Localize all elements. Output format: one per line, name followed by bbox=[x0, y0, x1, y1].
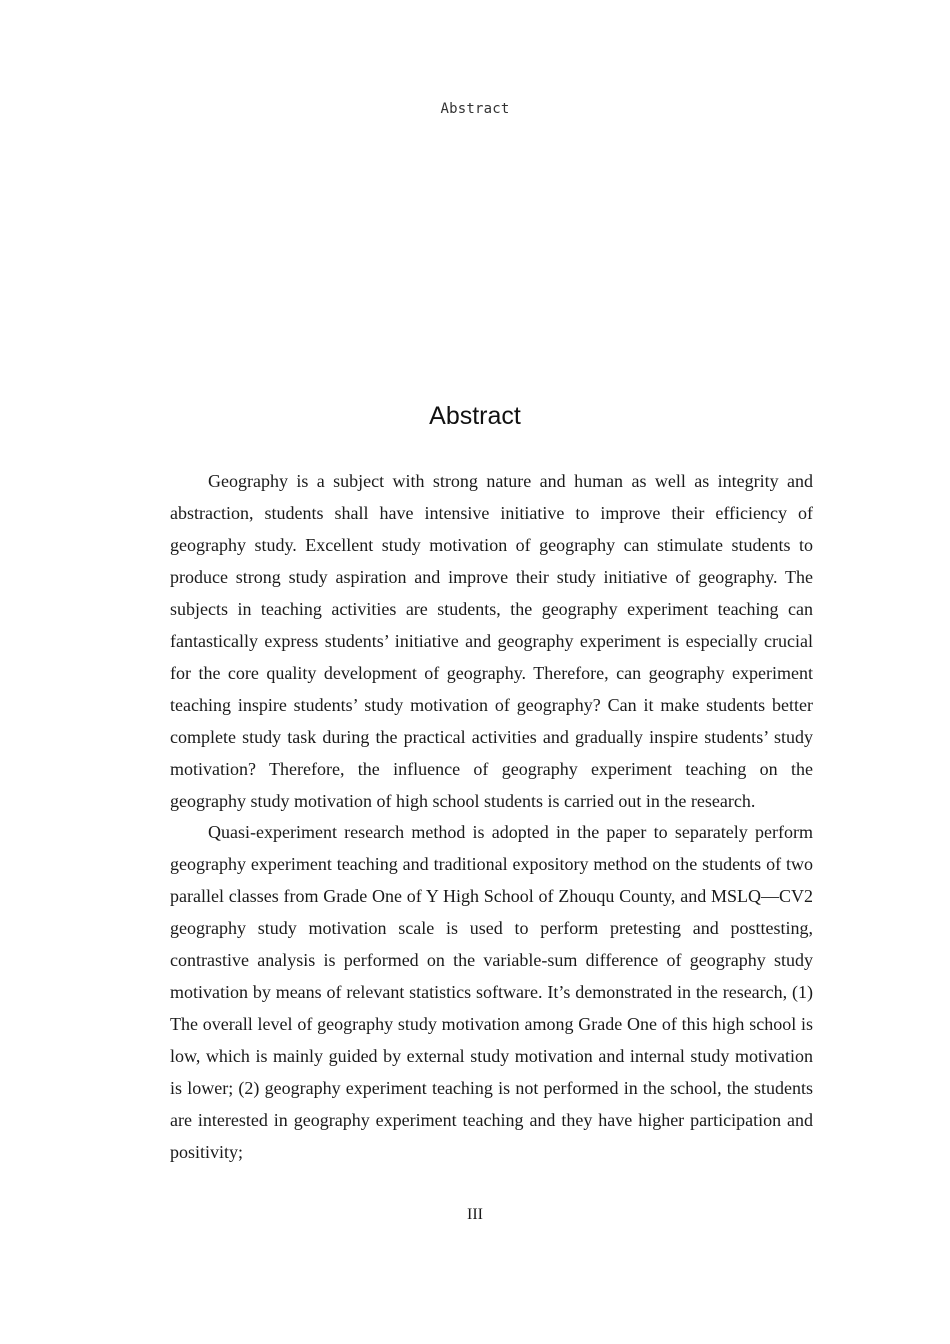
abstract-body bbox=[170, 466, 813, 1169]
page-title: Abstract bbox=[429, 402, 521, 430]
page-number: III bbox=[467, 1206, 483, 1223]
abstract-paragraph-1: Geography is a subject with strong nature and human as well as integrity and abstraction, students shall have intensive initiative to improve their efficiency of geography study. Excellent study motivation of geography can stimulate students to produce strong study aspiration and improve their study initiative of geography. The subjects in teaching activities are students, the geography experiment teaching can fantastically express students’ initiative and geography experiment is especially crucial for the core quality development of geography. Therefore, can geography experiment teaching inspire students’ study motivation of geography? Can it make students better complete study task during the practical activities and gradually inspire students’ study motivation? Therefore, the influence of geography experiment teaching on the geography study motivation of high school students is carried out in the research. bbox=[170, 471, 813, 811]
abstract-paragraph-2: Quasi-experiment research method is adopted in the paper to separately perform geography experiment teaching and traditional expository method on the students of two parallel classes from Grade One of Y High School of Zhouqu County, and MSLQ—CV2 geography study motivation scale is used to perform pretesting and posttesting, contrastive analysis is performed on the variable-sum difference of geography study motivation by means of relevant statistics software. It’s demonstrated in the research, (1) The overall level of geography study motivation among Grade One of this high school is low, which is mainly guided by external study motivation and internal study motivation is lower; (2) geography experiment teaching is not performed in the school, the students are interested in geography experiment teaching and they have higher participation and positivity; bbox=[170, 822, 813, 1163]
running-header: Abstract bbox=[440, 101, 510, 117]
